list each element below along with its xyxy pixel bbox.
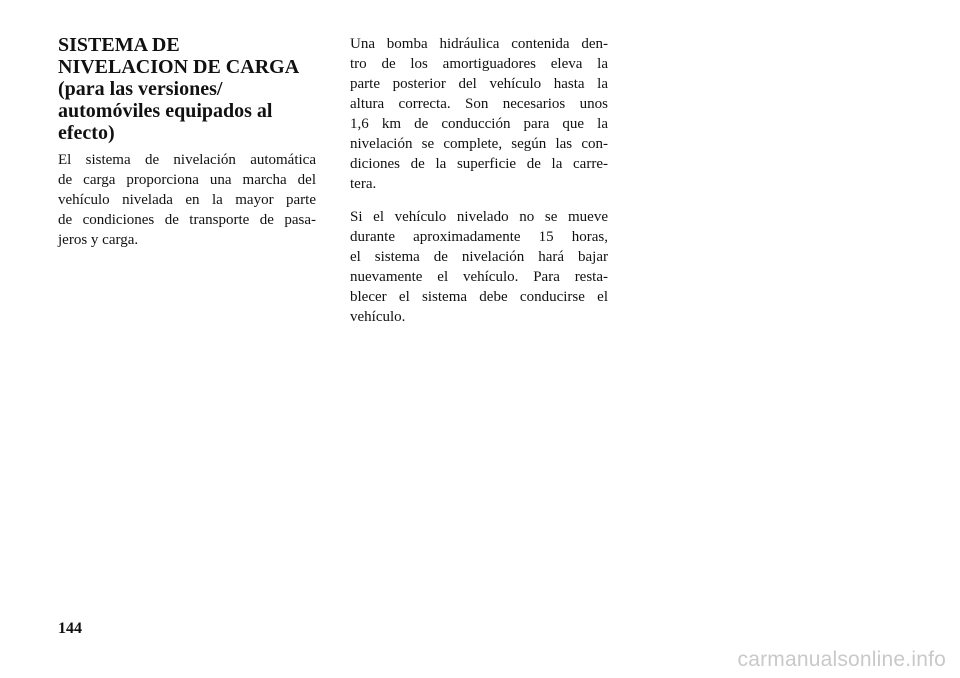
heading-line: automóviles equipados al: [58, 100, 273, 122]
text-line: vehículo nivelada en la mayor parte: [58, 192, 316, 208]
text-line: diciones de la superficie de la carre-: [350, 156, 608, 172]
page-number: 144: [58, 620, 82, 637]
text-line: tro de los amortiguadores eleva la: [350, 56, 608, 72]
right-column: [350, 34, 608, 340]
text-line: durante aproximadamente 15 horas,: [350, 229, 608, 245]
watermark: carmanualsonline.info: [737, 648, 946, 671]
intro-paragraph: [58, 150, 316, 250]
text-line: el sistema de nivelación hará bajar: [350, 249, 608, 265]
text-line: jeros y carga.: [58, 232, 139, 248]
text-line: 1,6 km de conducción para que la: [350, 116, 608, 132]
left-column: [58, 34, 316, 263]
heading-line: efecto): [58, 122, 115, 144]
text-line: nivelación se complete, según las con-: [350, 136, 608, 152]
text-line: parte posterior del vehículo hasta la: [350, 76, 608, 92]
text-line: altura correcta. Son necesarios unos: [350, 96, 608, 112]
text-line: de carga proporciona una marcha del: [58, 172, 316, 188]
text-line: vehículo.: [350, 309, 406, 325]
text-line: nuevamente el vehículo. Para resta-: [350, 269, 608, 285]
heading-line: (para las versiones/: [58, 78, 223, 100]
heading-line: NIVELACION DE CARGA: [58, 56, 300, 78]
heading-line: SISTEMA DE: [58, 34, 180, 56]
text-line: de condiciones de transporte de pasa-: [58, 212, 316, 228]
text-line: Una bomba hidráulica contenida den-: [350, 36, 608, 52]
lowering-paragraph: [350, 207, 608, 327]
section-heading: [58, 34, 316, 144]
text-line: tera.: [350, 176, 377, 192]
text-line: El sistema de nivelación automática: [58, 152, 316, 168]
text-line: Si el vehículo nivelado no se mueve: [350, 209, 608, 225]
text-line: blecer el sistema debe conducirse el: [350, 289, 608, 305]
pump-paragraph: [350, 34, 608, 194]
